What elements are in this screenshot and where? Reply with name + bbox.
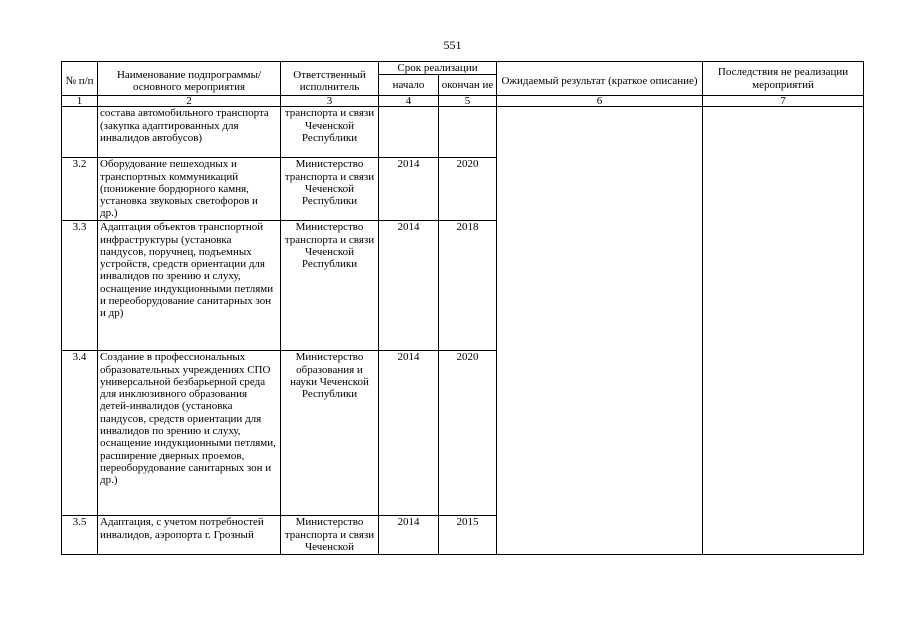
measure-name: Адаптация, с учетом потребностей инвалидов, аэропорта г. Грозный <box>98 516 281 555</box>
end-year: 2018 <box>439 221 497 351</box>
executor: транспорта и связи Чеченской Республики <box>281 107 379 158</box>
consequences <box>703 107 864 555</box>
column-number: 4 <box>379 96 439 107</box>
header-executor: Ответственный исполнитель <box>281 62 379 96</box>
executor: Министерство транспорта и связи Чеченской Республики <box>281 221 379 351</box>
page-number: 551 <box>443 38 462 52</box>
header-start: начало <box>379 75 439 96</box>
header-num: № п/п <box>62 62 98 96</box>
table-row <box>62 107 864 158</box>
column-number: 6 <box>497 96 703 107</box>
measure-name: Адаптация объектов транспортной инфраструктуры (установка пандусов, поручнец, подъемных устройств, средств ориентации для инвалидов по зрению и слуху, оснащение индукционными петлями и переоборудование санитарных зон и др) <box>98 221 281 351</box>
column-number: 1 <box>62 96 98 107</box>
row-number: 3.4 <box>62 351 98 516</box>
start-year: 2014 <box>379 221 439 351</box>
measure-name: состава автомобильного транспорта (закупка адаптированных для инвалидов автобусов) <box>98 107 281 158</box>
header-period: Срок реализации <box>379 62 497 75</box>
start-year: 2014 <box>379 516 439 555</box>
end-year <box>439 107 497 158</box>
header-end: окончан ие <box>439 75 497 96</box>
expected-result <box>497 107 703 555</box>
row-number: 3.2 <box>62 158 98 221</box>
row-number: 3.3 <box>62 221 98 351</box>
executor: Министерство транспорта и связи Чеченской Республики <box>281 158 379 221</box>
column-number: 2 <box>98 96 281 107</box>
header-name: Наименование подпрограммы/ основного мероприятия <box>98 62 281 96</box>
row-number: 3.5 <box>62 516 98 555</box>
column-number: 7 <box>703 96 864 107</box>
measure-name: Оборудование пешеходных и транспортных коммуникаций (понижение бордюрного камня, установка звуковых светофоров и др.) <box>98 158 281 221</box>
header-result: Ожидаемый результат (краткое описание) <box>497 62 703 96</box>
program-table <box>61 61 864 555</box>
start-year <box>379 107 439 158</box>
end-year: 2015 <box>439 516 497 555</box>
end-year: 2020 <box>439 351 497 516</box>
end-year: 2020 <box>439 158 497 221</box>
executor: Министерство образования и науки Чеченской Республики <box>281 351 379 516</box>
measure-name: Создание в профессиональных образовательных учреждениях СПО универсальной безбарьерной среда для инклюзивного образования детей-инвалидов (установка пандусов, средств ориентации для инвалидов по зрению и слуху, оснащение индукционными петлями, расширение дверных проемов, переоборудование санитарных зон и др.) <box>98 351 281 516</box>
row-number <box>62 107 98 158</box>
start-year: 2014 <box>379 351 439 516</box>
header-consequences: Последствия не реализации мероприятий <box>703 62 864 96</box>
executor: Министерство транспорта и связи Чеченской <box>281 516 379 555</box>
start-year: 2014 <box>379 158 439 221</box>
column-number: 3 <box>281 96 379 107</box>
column-number: 5 <box>439 96 497 107</box>
